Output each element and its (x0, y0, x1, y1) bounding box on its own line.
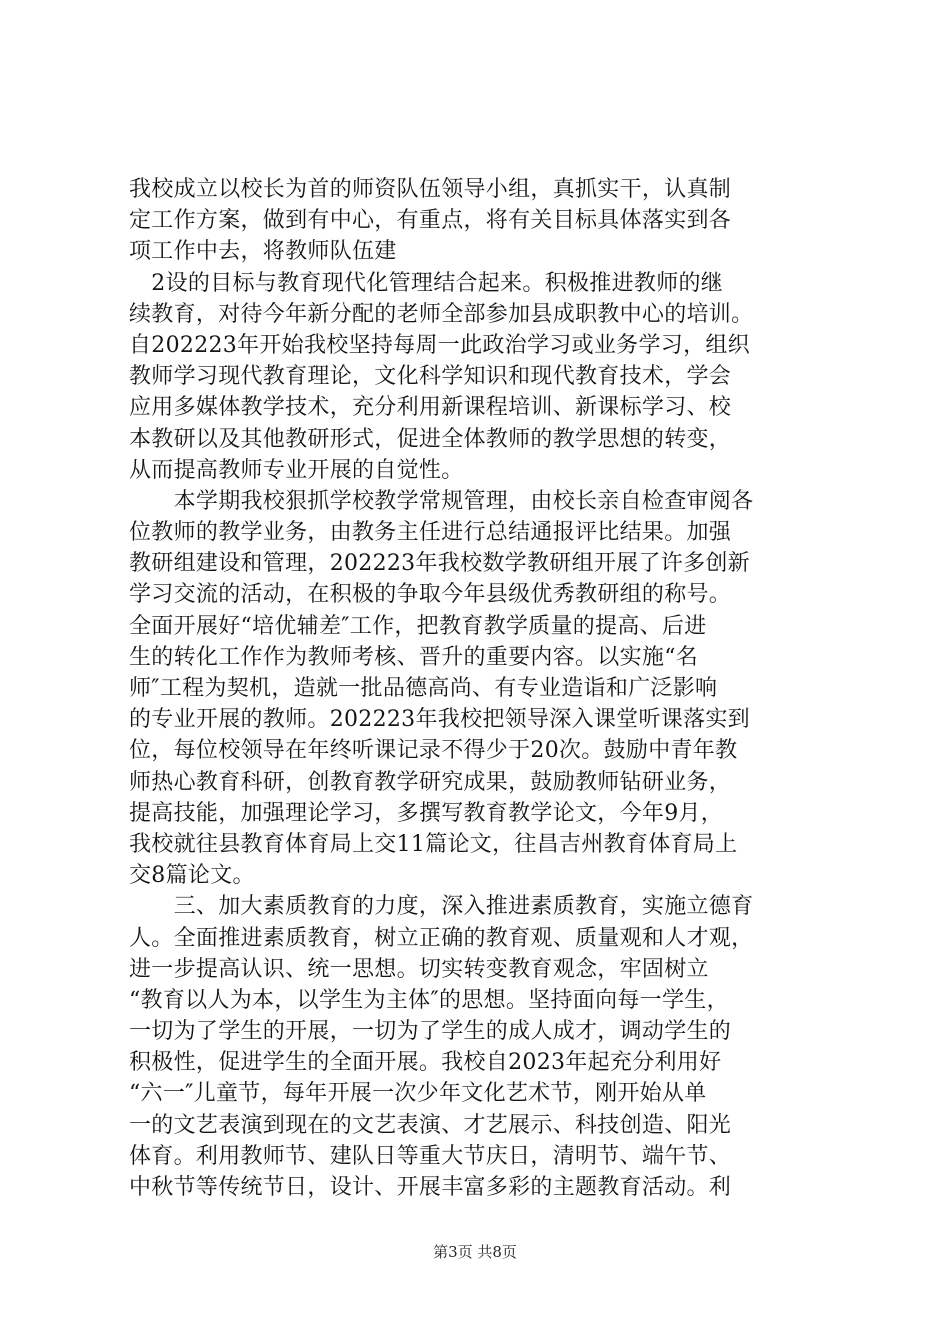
text-line: 我校成立以校长为首的师资队伍领导小组，真抓实干，认真制 (129, 177, 732, 202)
text-line: 项工作中去，将教师队伍建 (129, 239, 397, 265)
text-line: 位教师的教学业务，由教务主任进行总结通报评比结果。加强 (129, 520, 732, 546)
text-line: 生的转化工作作为教师考核、晋升的重要内容。以实施“名 (129, 644, 699, 670)
text-line: 一的文艺表演到现在的文艺表演、才艺展示、科技创造、阳光 (129, 1112, 732, 1138)
body-text (129, 174, 829, 1203)
page-number-label: 第3页 共8页 (433, 1243, 517, 1261)
text-line: 我校就往县教育体育局上交11篇论文，往昌吉州教育体育局上 (129, 831, 738, 857)
text-line: 提高技能，加强理论学习，多撰写教育教学论文，今年9月， (129, 800, 724, 826)
text-line: 三、加大素质教育的力度，深入推进素质教育，实施立德育 (129, 894, 754, 920)
text-line: 应用多媒体教学技术，充分利用新课程培训、新课标学习、校 (129, 395, 732, 421)
text-line: 2设的目标与教育现代化管理结合起来。积极推进教师的继 (129, 270, 724, 296)
text-line: 教研组建设和管理，202223年我校数学教研组开展了许多创新 (129, 551, 750, 577)
text-line: “教育以人为本，以学生为主体″的思想。坚持面向每一学生， (129, 987, 729, 1013)
text-line: 交8篇论文。 (129, 863, 255, 889)
text-line: 人。全面推进素质教育，树立正确的教育观、质量观和人才观， (129, 925, 754, 951)
text-line: 定工作方案，做到有中心，有重点，将有关目标具体落实到各 (129, 208, 732, 234)
text-line: 续教育，对待今年新分配的老师全部参加县成职教中心的培训。 (129, 301, 754, 327)
text-line: 本学期我校狠抓学校教学常规管理，由校长亲自检查审阅各 (129, 488, 754, 514)
text-line: 体育。利用教师节、建队日等重大节庆日，清明节、端午节、 (129, 1143, 732, 1169)
text-line: 师热心教育科研，创教育教学研究成果，鼓励教师钻研业务， (129, 769, 732, 795)
text-line: 全面开展好“培优辅差″工作，把教育教学质量的提高、后进 (129, 613, 707, 639)
text-line: 师″工程为契机，造就一批品德高尚、有专业造诣和广泛影响 (129, 676, 718, 701)
text-line: 积极性，促进学生的全面开展。我校自2023年起充分利用好 (129, 1050, 722, 1076)
text-line: 从而提高教师专业开展的自觉性。 (129, 457, 464, 483)
page-footer (0, 1241, 950, 1262)
text-line: 的专业开展的教师。202223年我校把领导深入课堂听课落实到 (129, 707, 750, 733)
text-line: 本教研以及其他教研形式，促进全体教师的教学思想的转变， (129, 426, 732, 452)
text-line: “六一″儿童节，每年开展一次少年文化艺术节，刚开始从单 (129, 1081, 707, 1107)
text-line: 教师学习现代教育理论，文化科学知识和现代教育技术，学会 (129, 364, 732, 390)
text-line: 自202223年开始我校坚持每周一此政治学习或业务学习，组织 (129, 332, 750, 358)
text-line: 中秋节等传统节日，设计、开展丰富多彩的主题教育活动。利 (129, 1175, 732, 1200)
text-line: 一切为了学生的开展，一切为了学生的成人成才，调动学生的 (129, 1019, 732, 1045)
text-line: 位，每位校领导在年终听课记录不得少于20次。鼓励中青年教 (129, 738, 738, 764)
text-line: 学习交流的活动，在积极的争取今年县级优秀教研组的称号。 (129, 582, 732, 608)
text-line: 进一步提高认识、统一思想。切实转变教育观念，牢固树立 (129, 956, 709, 982)
